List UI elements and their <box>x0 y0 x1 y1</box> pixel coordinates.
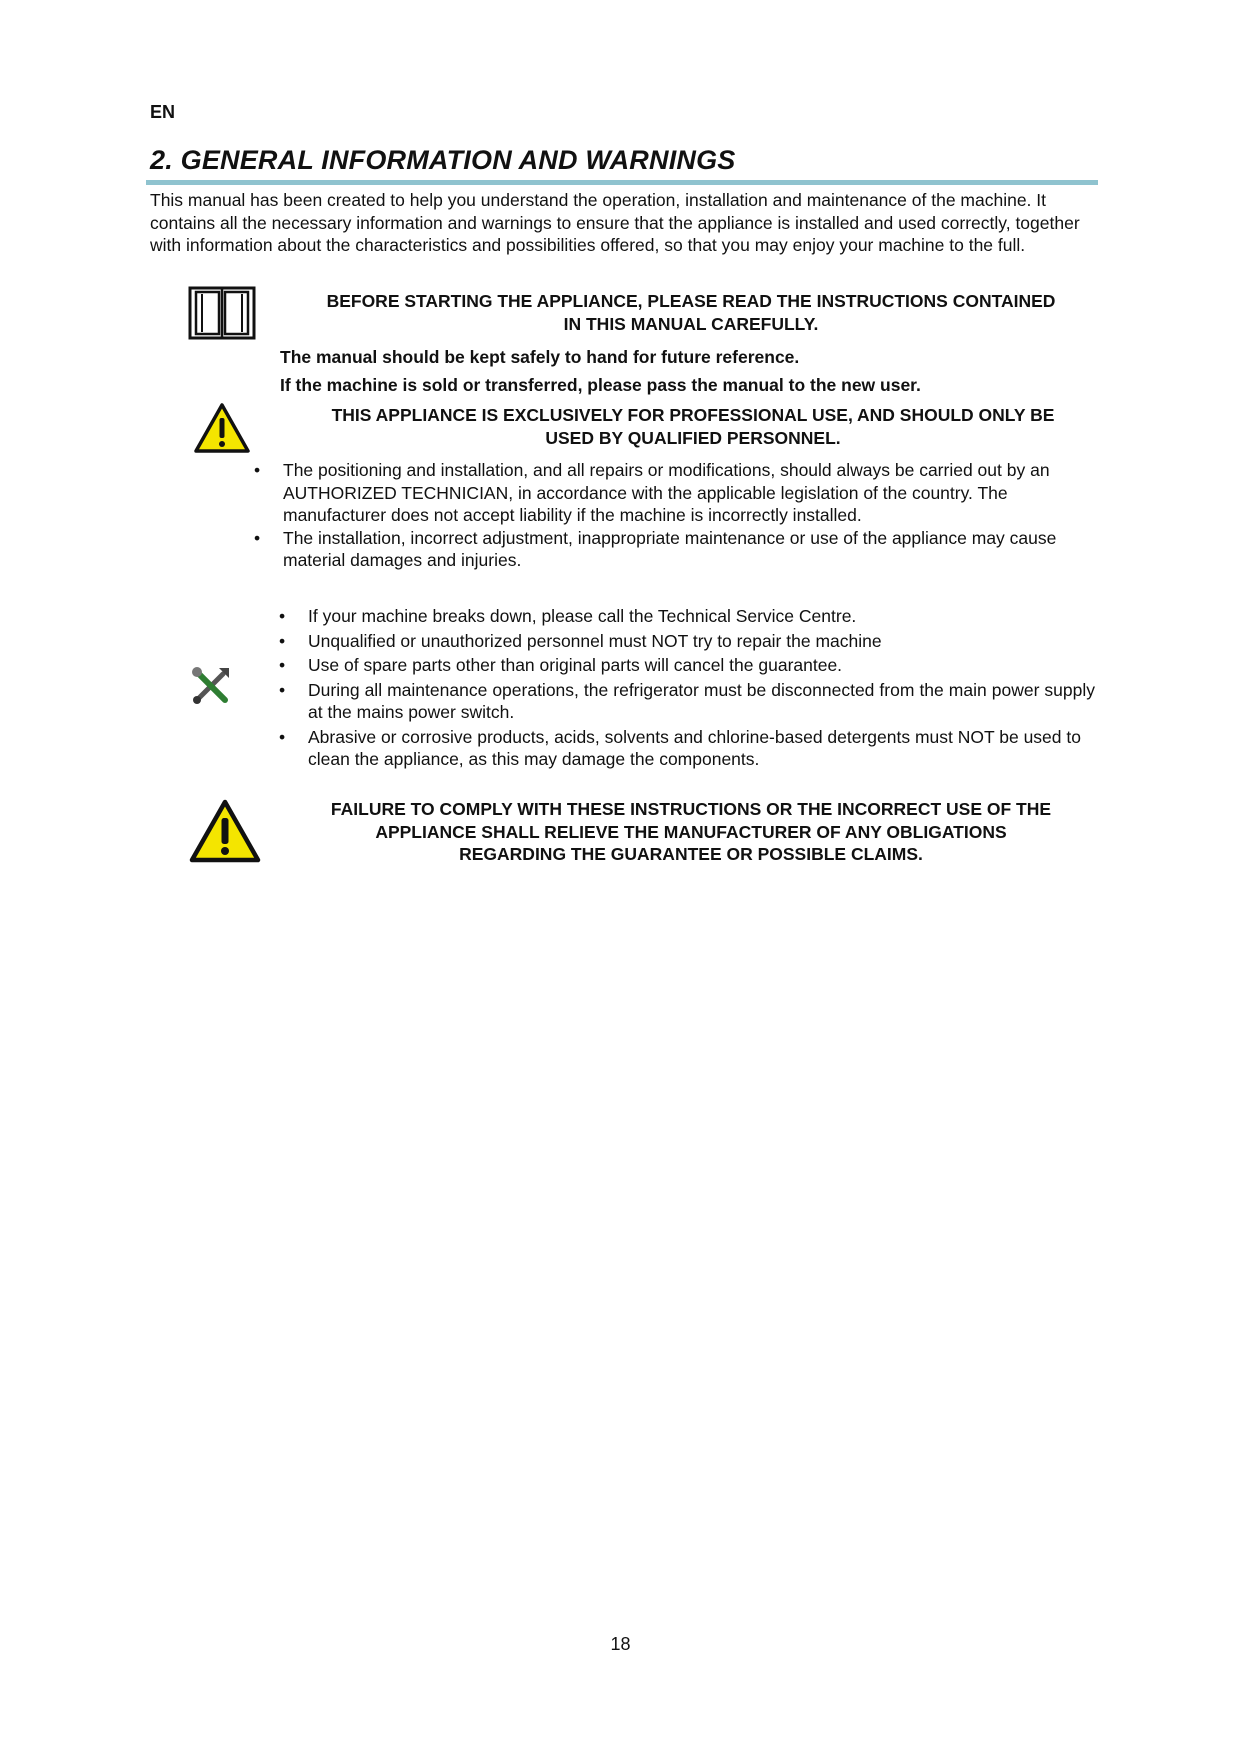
keep-manual-note: The manual should be kept safely to hand for future reference. <box>280 347 800 367</box>
list-item: • The positioning and installation, and all repairs or modifications, should always be carried out by an AUTHORIZED TECHNICIAN, in accordance with the applicable legislation of the country. The manufacturer does not accept liability if the machine is incorrectly installed. <box>283 459 1108 527</box>
warning-triangle-icon <box>193 402 251 454</box>
page-number: 18 <box>610 1634 631 1654</box>
language-code: EN <box>150 102 176 122</box>
tools-icon <box>189 664 233 708</box>
professional-use-heading: THIS APPLIANCE IS EXCLUSIVELY FOR PROFESSIONAL USE, AND SHOULD ONLY BE USED BY QUALIFIED PERSONNEL. <box>331 405 1055 448</box>
list-item: • During all maintenance operations, the refrigerator must be disconnected from the main power supply at the mains power switch. <box>308 679 1095 724</box>
section-title: 2. GENERAL INFORMATION AND WARNINGS <box>150 145 736 175</box>
manual-book-icon <box>188 284 256 342</box>
list-item: • Abrasive or corrosive products, acids, solvents and chlorine-based detergents must NOT be used to clean the appliance, as this may damage the components. <box>308 726 1095 771</box>
intro-paragraph: This manual has been created to help you understand the operation, installation and maintenance of the machine. It contains all the necessary information and warnings to ensure that the appliance is installed and used correctly, together with information about the characteristics and possibilities offered, so that you may enjoy your machine to the full. <box>150 190 1080 255</box>
list-item: • If your machine breaks down, please call the Technical Service Centre. <box>308 605 1095 628</box>
pass-manual-note: If the machine is sold or transferred, please pass the manual to the new user. <box>280 375 921 395</box>
list-item: • The installation, incorrect adjustment, inappropriate maintenance or use of the appliance may cause material damages and injuries. <box>283 527 1108 572</box>
maintenance-list <box>308 605 1095 771</box>
read-instructions-heading: BEFORE STARTING THE APPLIANCE, PLEASE READ THE INSTRUCTIONS CONTAINED IN THIS MANUAL CAREFULLY. <box>326 291 1056 334</box>
warning-triangle-icon <box>188 798 262 864</box>
list-item: • Use of spare parts other than original parts will cancel the guarantee. <box>308 654 1095 677</box>
list-item: • Unqualified or unauthorized personnel must NOT try to repair the machine <box>308 630 1095 653</box>
title-underline <box>146 180 1098 185</box>
professional-use-list <box>283 459 1108 572</box>
final-warning-text: FAILURE TO COMPLY WITH THESE INSTRUCTIONS OR THE INCORRECT USE OF THE APPLIANCE SHALL RELIEVE THE MANUFACTURER OF ANY OBLIGATIONS REGARDING THE GUARANTEE OR POSSIBLE CLAIMS. <box>330 799 1052 864</box>
